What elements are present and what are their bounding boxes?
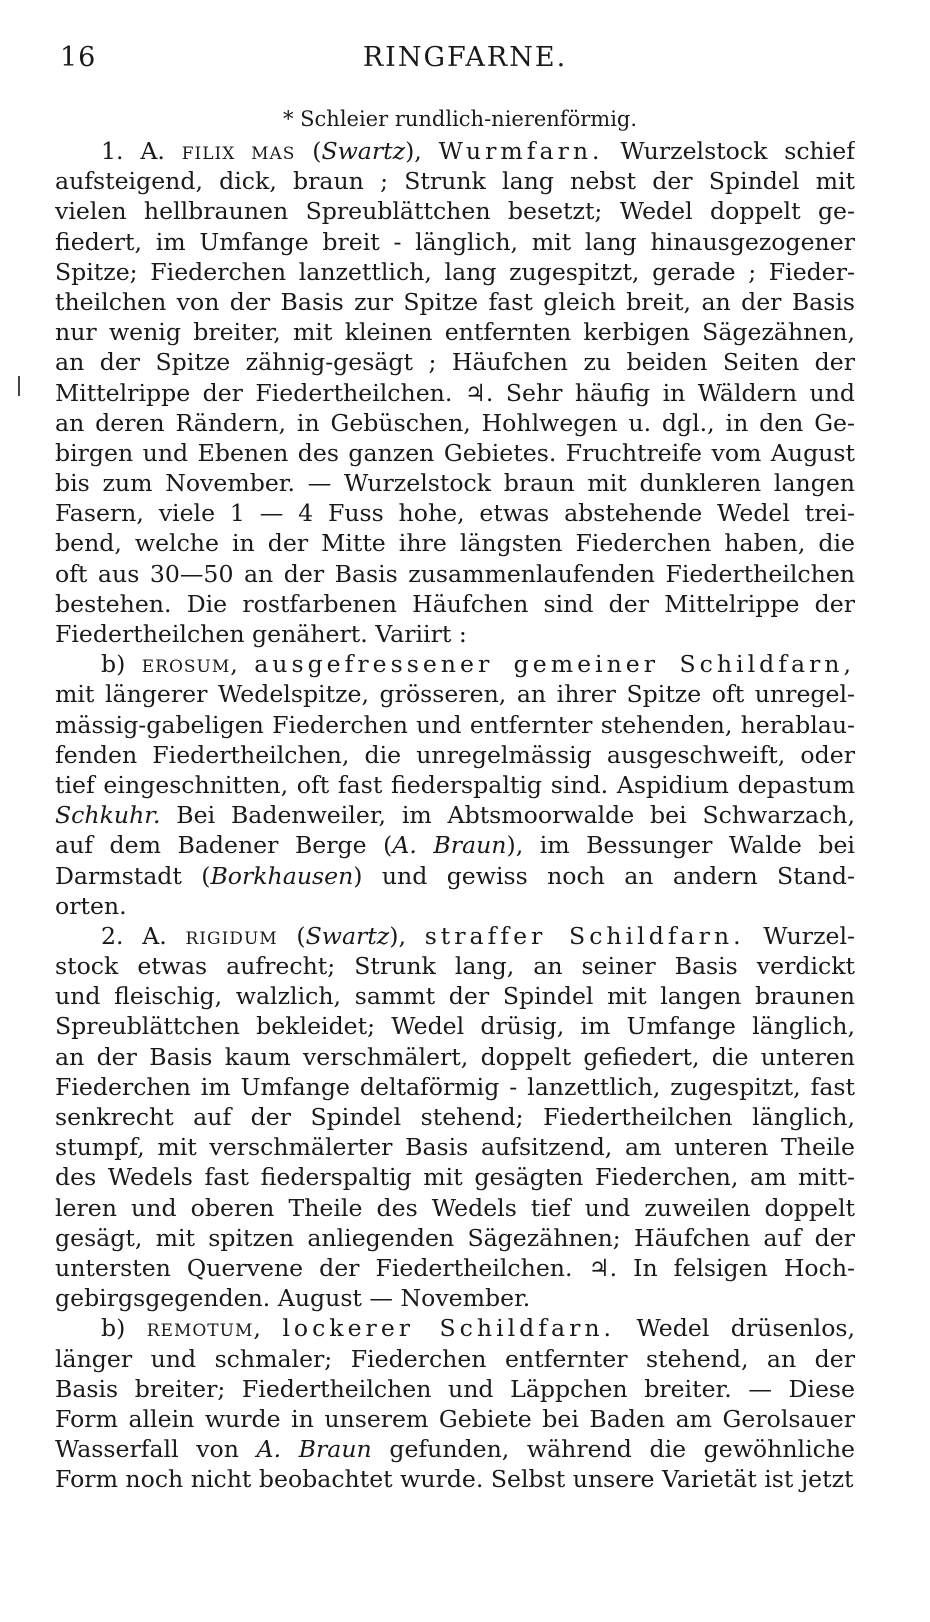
species-entry-rigidum [55, 921, 855, 1313]
small-caps-text: RIGIDUM [185, 928, 278, 949]
text-segment: mässig-gabeligen Fiederchen und entfernter stehenden, herablau- [55, 710, 855, 739]
text-segment: leren und oberen Theile des Wedels tief und zuweilen doppelt [55, 1193, 855, 1222]
text-line [55, 891, 855, 921]
text-line [55, 559, 855, 589]
variety-remotum [55, 1313, 855, 1494]
text-segment: gebirgsgegenden. August — November. [55, 1284, 531, 1313]
text-segment: Wurzel- [744, 921, 855, 950]
text-line [55, 1344, 855, 1374]
text-segment: ( [295, 137, 322, 165]
text-segment: ( [277, 921, 306, 950]
text-line [55, 619, 855, 649]
italic-text: A. Braun [392, 831, 507, 860]
text-segment: fiedert, im Umfange breit - länglich, mit lang hinausgezogener [55, 227, 855, 256]
text-line [55, 498, 855, 528]
text-line [55, 1011, 855, 1041]
text-segment: , [253, 1314, 283, 1343]
text-segment: vielen hellbraunen Spreublättchen besetzt; Wedel doppelt ge- [55, 197, 855, 226]
text-segment: b) [101, 1314, 147, 1343]
text-segment: senkrecht auf der Spindel stehend; Fiedertheilchen länglich, [55, 1103, 855, 1131]
italic-text: Swartz [321, 137, 406, 165]
text-segment: b) [101, 650, 142, 679]
text-line [55, 981, 855, 1011]
text-line [55, 378, 855, 408]
text-segment: Spreublättchen bekleidet; Wedel drüsig, im Umfange länglich, [55, 1012, 855, 1041]
variety-erosum [55, 649, 855, 921]
text-line [55, 438, 855, 468]
text-line [55, 679, 855, 709]
subheading: * Schleier rundlich-nierenförmig. [282, 107, 638, 131]
text-line [55, 830, 855, 860]
text-segment: gesägt, mit spitzen anliegenden Sägezähnen; Häufchen auf der [55, 1223, 855, 1252]
text-segment: länger und schmaler; Fiederchen entfernter stehend, an der [55, 1344, 855, 1373]
text-line [55, 317, 855, 347]
spaced-text: straffer Schildfarn. [424, 921, 745, 950]
text-segment: des Wedels fast fiederspaltig mit gesägten Fiederchen, am mitt- [55, 1163, 855, 1192]
text-segment: birgen und Ebenen des ganzen Gebietes. Fruchtreife vom August [55, 438, 855, 467]
text-segment: auf dem Badener Berge ( [55, 831, 393, 860]
text-line [55, 649, 855, 679]
text-segment: Form noch nicht beobachtet wurde. Selbst unsere Varietät ist jetzt [55, 1465, 854, 1494]
text-line [55, 770, 855, 800]
text-segment: Fasern, viele 1 — 4 Fuss hohe, etwas abstehende Wedel trei- [55, 499, 855, 528]
text-segment: 2. A. [101, 921, 186, 950]
text-segment: , [230, 650, 255, 679]
text-line [55, 257, 855, 287]
text-segment: Basis breiter; Fiedertheilchen und Läppchen breiter. — Diese [55, 1374, 855, 1403]
text-line [55, 136, 855, 166]
running-title: RINGFARNE. [362, 42, 568, 73]
italic-text: A. Braun [256, 1435, 372, 1464]
spaced-text: Wurmfarn. [438, 137, 604, 165]
spaced-text: lockerer Schildfarn. [282, 1314, 616, 1343]
text-line [55, 1313, 855, 1343]
spaced-text: ausgefressener gemeiner Schildfarn, [254, 650, 855, 679]
text-segment: tief eingeschnitten, oft fast fiederspaltig sind. Aspidium depastum [55, 770, 855, 799]
italic-text: Swartz [305, 921, 390, 950]
text-line [55, 1042, 855, 1072]
text-segment: orten. [55, 891, 127, 920]
text-segment: theilchen von der Basis zur Spitze fast gleich breit, an der Basis [55, 287, 855, 316]
text-line [55, 528, 855, 558]
text-line [55, 1434, 855, 1464]
text-line [55, 1464, 855, 1494]
text-segment: ), [405, 137, 439, 165]
text-body [55, 104, 855, 1494]
text-segment: stock etwas aufrecht; Strunk lang, an seiner Basis verdickt [55, 952, 855, 981]
text-line [55, 227, 855, 257]
text-segment: Wurzelstock schief [603, 137, 855, 165]
text-segment: bend, welche in der Mitte ihre längsten Fiederchen haben, die [55, 529, 855, 558]
text-line [55, 589, 855, 619]
page-number: 16 [60, 42, 97, 73]
text-line [55, 347, 855, 377]
text-segment: Fiederchen im Umfange deltaförmig - lanzettlich, zugespitzt, fast [55, 1072, 855, 1101]
text-line [55, 1253, 855, 1283]
text-line [55, 951, 855, 981]
text-line [55, 1223, 855, 1253]
text-segment: fenden Fiedertheilchen, die unregelmässig ausgeschweift, oder [55, 740, 855, 769]
text-line [55, 740, 855, 770]
text-segment: Mittelrippe der Fiedertheilchen. ♃. Sehr häufig in Wäldern und [55, 378, 855, 407]
text-segment: an der Spitze zähnig-gesägt ; Häufchen zu beiden Seiten der [55, 348, 855, 377]
text-line [55, 166, 855, 196]
text-segment: oft aus 30—50 an der Basis zusammenlaufenden Fiedertheilchen [55, 559, 855, 588]
text-segment: ), [389, 921, 425, 950]
text-line [55, 921, 855, 951]
text-segment: nur wenig breiter, mit kleinen entfernten kerbigen Sägezähnen, [55, 318, 855, 347]
text-segment: und fleischig, walzlich, sammt der Spindel mit langen braunen [55, 982, 855, 1011]
text-line [55, 1072, 855, 1102]
text-segment: Wedel drüsenlos, [615, 1314, 855, 1343]
text-segment: aufsteigend, dick, braun ; Strunk lang nebst der Spindel mit [55, 167, 855, 196]
italic-text: Borkhausen [210, 861, 354, 890]
text-segment: ), im Bessunger Walde bei [506, 831, 855, 860]
text-segment: Fiedertheilchen genähert. Variirt : [55, 620, 467, 648]
text-line [55, 468, 855, 498]
text-segment: stumpf, mit verschmälerter Basis aufsitzend, am unteren Theile [55, 1133, 855, 1162]
text-segment: Spitze; Fiederchen lanzettlich, lang zugespitzt, gerade ; Fieder- [55, 257, 855, 286]
text-segment: an deren Rändern, in Gebüschen, Hohlwegen u. dgl., in den Ge- [55, 408, 855, 437]
text-line [55, 1193, 855, 1223]
text-segment: untersten Quervene der Fiedertheilchen. ♃. In felsigen Hoch- [55, 1253, 855, 1282]
text-segment: Wasserfall von [55, 1435, 257, 1464]
text-line [55, 1102, 855, 1132]
page-header [0, 42, 930, 82]
text-segment: Form allein wurde in unserem Gebiete bei Baden am Gerolsauer [55, 1404, 855, 1433]
text-line [55, 1283, 855, 1313]
text-segment: bis zum November. — Wurzelstock braun mit dunkleren langen [55, 469, 855, 498]
text-segment: Darmstadt ( [55, 861, 211, 890]
margin-mark [18, 376, 20, 396]
text-line [55, 861, 855, 891]
text-line [55, 287, 855, 317]
small-caps-text: EROSUM [141, 657, 231, 678]
text-segment: an der Basis kaum verschmälert, doppelt gefiedert, die unteren [55, 1042, 855, 1071]
text-segment: gefunden, während die gewöhnliche [371, 1435, 855, 1464]
text-line [55, 1374, 855, 1404]
small-caps-text: REMOTUM [146, 1321, 254, 1342]
text-line [55, 710, 855, 740]
text-segment: Bei Badenweiler, im Abtsmoorwalde bei Schwarzach, [160, 801, 855, 830]
text-segment: 1. A. [101, 137, 182, 165]
species-entry-filix-mas [55, 136, 855, 649]
text-segment: bestehen. Die rostfarbenen Häufchen sind der Mittelrippe der [55, 589, 855, 618]
text-line [55, 800, 855, 830]
text-line [55, 1404, 855, 1434]
small-caps-text: FILIX MAS [181, 144, 296, 164]
text-segment: ) und gewiss noch an andern Stand- [353, 861, 855, 890]
text-line [55, 196, 855, 226]
text-line [55, 408, 855, 438]
text-line [55, 1132, 855, 1162]
text-line [55, 1162, 855, 1192]
text-segment: mit längerer Wedelspitze, grösseren, an ihrer Spitze oft unregel- [55, 680, 855, 709]
italic-text: Schkuhr. [55, 801, 161, 830]
